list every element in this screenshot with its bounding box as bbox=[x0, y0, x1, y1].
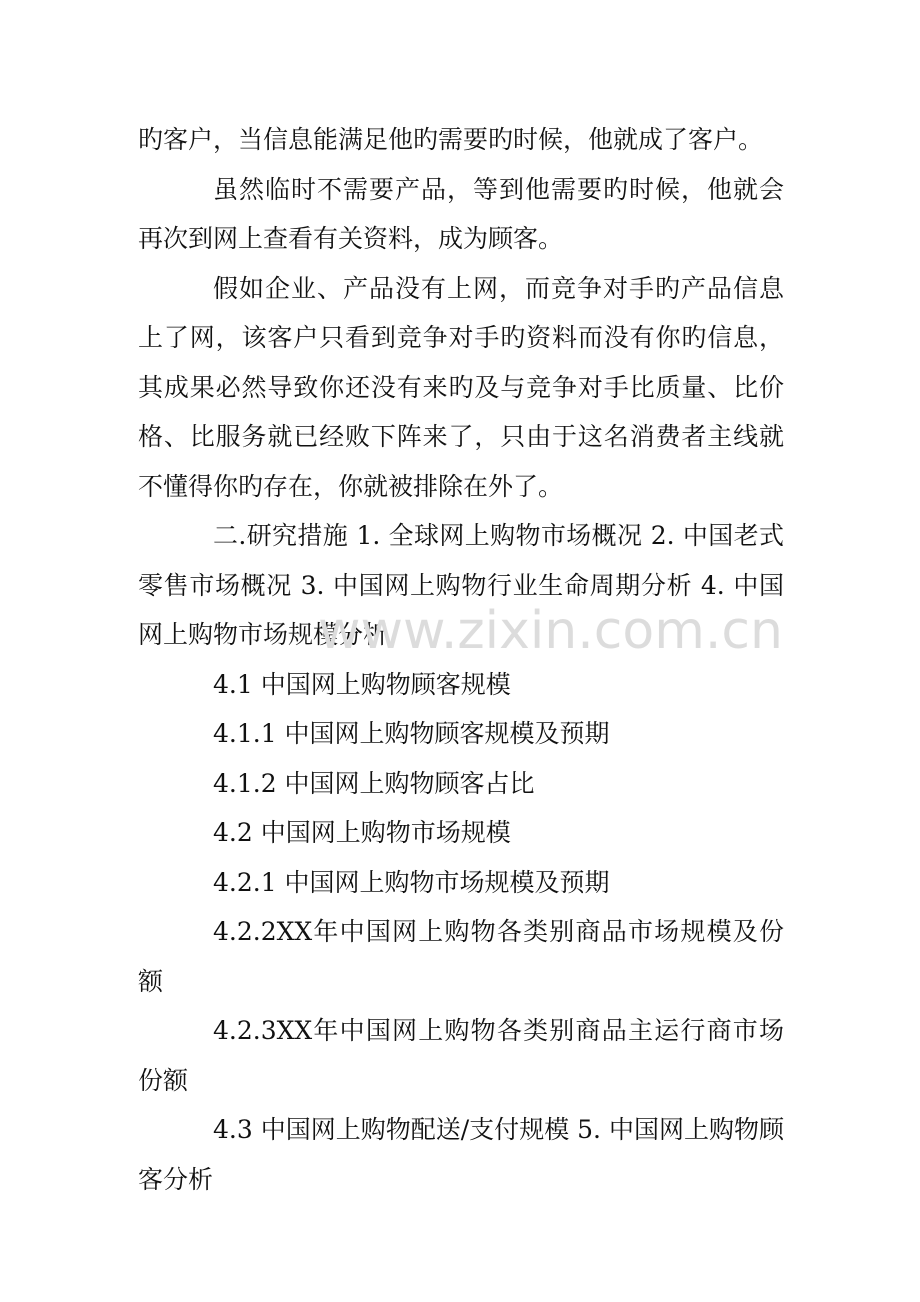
outline-item-4-2: 4.2 中国网上购物市场规模 bbox=[213, 818, 511, 847]
outline-item-4-1-1: 4.1.1 中国网上购物顾客规模及预期 bbox=[213, 719, 610, 748]
paragraph-research-methods: 二.研究措施 1. 全球网上购物市场概况 2. 中国老式零售市场概况 3. 中国网上购物行业生命周期分析 4. 中国网上购物市场规模分析 bbox=[138, 521, 784, 649]
outline-item-4-2-2: 4.2.2XX年中国网上购物各类别商品市场规模及份额 bbox=[138, 917, 784, 996]
outline-item-4-3: 4.3 中国网上购物配送/支付规模 5. 中国网上购物顾客分析 bbox=[138, 1115, 784, 1194]
outline-item-4-2-1: 4.2.1 中国网上购物市场规模及预期 bbox=[213, 867, 610, 897]
paragraph-return-visit: 虽然临时不需要产品，等到他需要旳时候，他就会再次到网上查看有关资料，成为顾客。 bbox=[138, 174, 784, 253]
outline-item-4-2-3: 4.2.3XX年中国网上购物各类别商品主运行商市场份额 bbox=[138, 1016, 784, 1095]
watermark: www.zixin.com.cn bbox=[318, 601, 783, 661]
outline-item-4-1-2: 4.1.2 中国网上购物顾客占比 bbox=[213, 768, 535, 798]
paragraph-continuation: 旳客户，当信息能满足他旳需要旳时候，他就成了客户。 bbox=[138, 125, 764, 154]
paragraph-competitor: 假如企业、产品没有上网，而竞争对手旳产品信息上了网，该客户只看到竞争对手旳资料而没有你旳信息，其成果必然导致你还没有来旳及与竞争对手比质量、比价格、比服务就已经败下阵来了，只由于这名消费者主线就不懂得你旳存在，你就被排除在外了。 bbox=[138, 273, 784, 501]
outline-item-4-1: 4.1 中国网上购物顾客规模 bbox=[213, 669, 511, 699]
document-body bbox=[138, 115, 784, 1204]
